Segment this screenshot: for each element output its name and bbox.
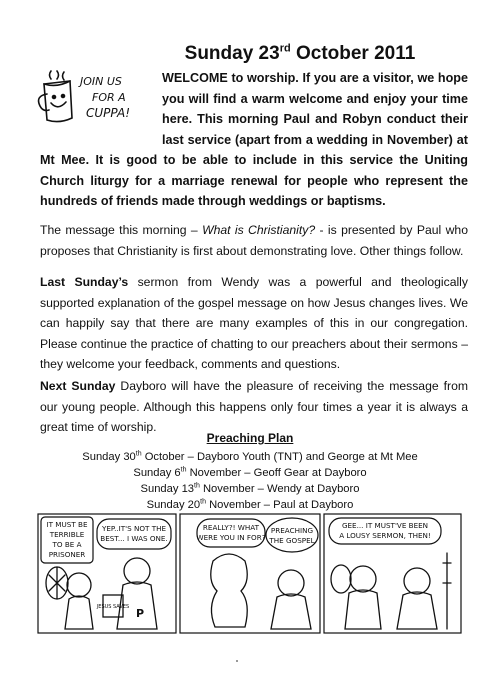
comic-text: TO BE A [52, 540, 82, 549]
title-suffix: October 2011 [290, 43, 416, 64]
comic-text: BEST... I WAS ONE. [100, 534, 168, 543]
cuppa-line-3: CUPPA! [86, 106, 131, 120]
plan-detail: October – Dayboro Youth (TNT) and George at Mt Mee [141, 451, 418, 463]
speech-bubble [266, 518, 318, 552]
message-title: What is Christianity? [202, 223, 316, 237]
comic-text: YEP..IT'S NOT THE [101, 524, 167, 533]
comic-text: REALLY?! WHAT [202, 523, 260, 532]
welcome-text: WELCOME to worship. If you are a visitor, we hope you will find a warm welcome and enjoy your time here. This morning Paul and Robyn conduct their last service (apart from a wedding in November) at Mt Mee. It is good to be able to include in this service the Uniting Church liturgy for a marriage renewal for people who represent the hundreds of friends made through weddings or baptisms. [40, 71, 468, 208]
plan-date: Sunday 30 [82, 451, 136, 463]
message-before: The message this morning – [40, 223, 203, 237]
plan-date: Sunday 6 [133, 467, 181, 479]
cuppa-line-1: JOIN US [80, 75, 122, 88]
character-head-icon [124, 558, 150, 584]
tennis-racket-icon [331, 565, 351, 593]
comic-characters [46, 553, 451, 629]
shirt-letter: P [135, 607, 145, 620]
plan-item [0, 465, 500, 481]
plan-item [0, 497, 500, 513]
message-paragraph [40, 220, 468, 261]
message-after: - is presented by Paul who proposes that Christianity is first about demonstrating love. Other things follow. [40, 223, 468, 258]
cuppa-line-2: FOR A [92, 91, 126, 104]
plan-date-sup: th [200, 498, 206, 506]
plan-date: Sunday 20 [146, 499, 201, 511]
character-head-icon [350, 566, 376, 592]
character-head-icon [404, 568, 430, 594]
plan-date-sup: th [135, 450, 142, 458]
comic-text: THE GOSPEL [269, 536, 315, 545]
plan-detail: November – Geoff Gear at Dayboro [186, 467, 367, 479]
comic-text: PREACHING [270, 526, 314, 535]
character-head-icon [67, 573, 91, 597]
plan-item [0, 449, 500, 465]
railing-icon [443, 553, 451, 629]
next-sunday-paragraph [40, 376, 468, 438]
comic-text: A LOUSY SERMON, THEN! [339, 531, 431, 540]
plan-item [0, 481, 500, 497]
last-sunday-text: sermon from Wendy was a powerful and theologically supported explanation of the gospel message on how Jesus changes lives. We can happily say that there are many examples of this in our congregation. Please continue the practice of chatting to our preachers about their sermons – they welcome your feedback, comments and questions. [40, 275, 468, 371]
page-title [150, 42, 450, 66]
preaching-plan-heading: Preaching Plan [206, 431, 294, 445]
plan-date-sup: th [194, 482, 200, 490]
character-head-icon [278, 570, 304, 596]
comic-text: WERE YOU IN FOR? [196, 533, 266, 542]
title-text: Sunday 23 [184, 43, 280, 64]
last-sunday-label: Last Sunday’s [40, 275, 129, 289]
plan-date: Sunday 13 [140, 483, 195, 495]
comic-text: IT MUST BE [46, 520, 88, 529]
logo-spacer [40, 68, 162, 150]
preaching-plan-list [0, 449, 500, 513]
plan-date-sup: th [180, 466, 187, 474]
title-sup: rd [279, 42, 291, 55]
next-sunday-label: Next Sunday [40, 379, 116, 393]
comic-text: PRISONER [48, 550, 86, 559]
comic-strip [37, 513, 463, 635]
plan-detail: November – Paul at Dayboro [205, 499, 354, 511]
comic-text: TERRIBLE [49, 530, 85, 539]
sign-text: JESUS SAVES [96, 604, 130, 610]
plan-detail: November – Wendy at Dayboro [199, 483, 360, 495]
comic-text: GEE... IT MUST'VE BEEN [341, 521, 429, 530]
next-sunday-text: Dayboro will have the pleasure of receiving the message from our young people. Although this happens only four times a year it is always a great time of worship. [40, 379, 468, 434]
last-sunday-paragraph [40, 272, 468, 375]
welcome-paragraph [40, 68, 468, 212]
page-mark [236, 660, 238, 662]
cloud-figure-icon [211, 554, 248, 627]
